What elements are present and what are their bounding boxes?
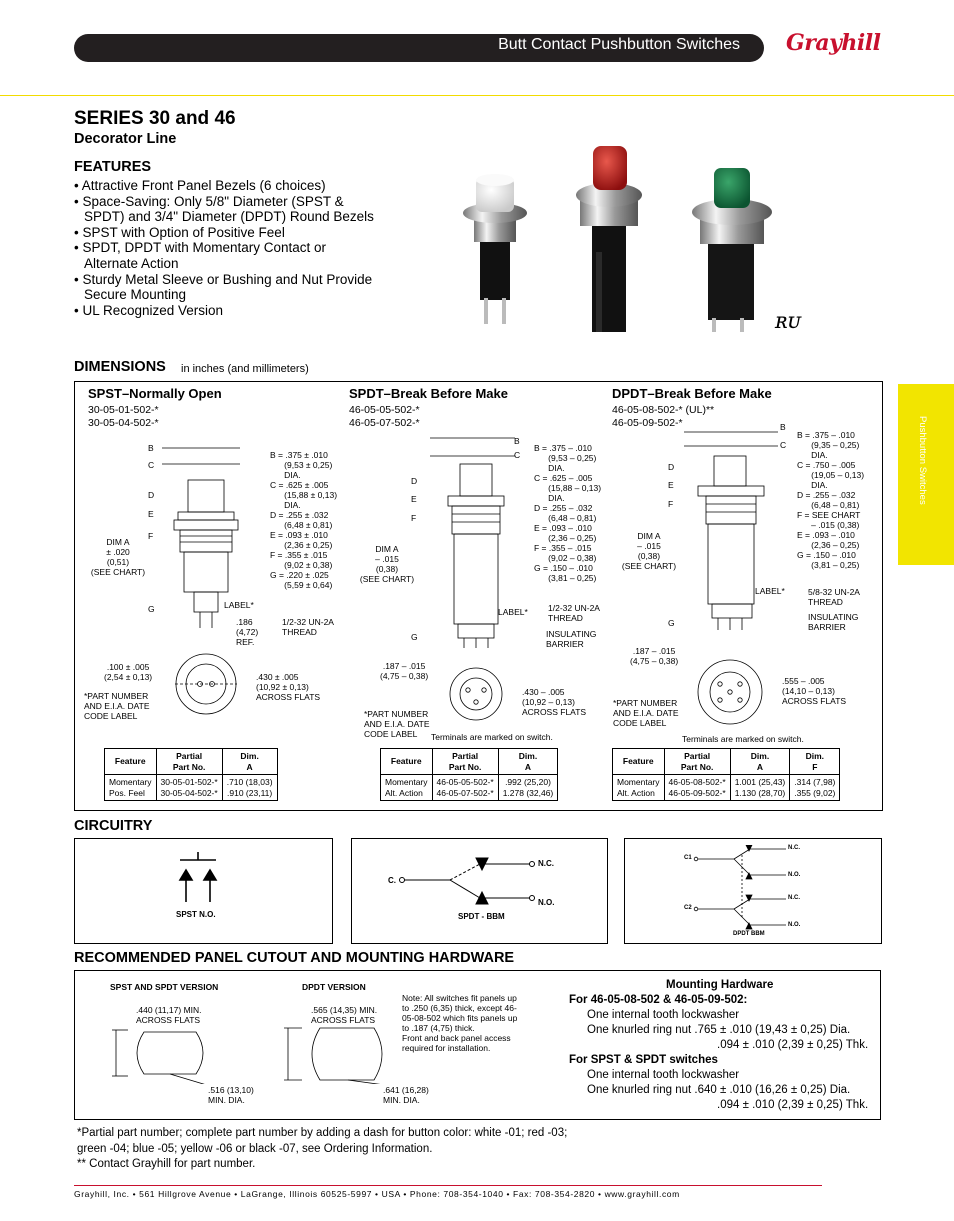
spst-letter-f: F (148, 531, 154, 541)
spst-circuit-diagram (160, 850, 240, 910)
dpdt-letter-f: F (668, 499, 674, 509)
hw-sub-2: For SPST & SPDT switches (569, 1054, 718, 1066)
spst-spacing: .100 ± .005 (2,54 ± 0,13) (104, 662, 153, 682)
dpdt-circuit-c1: C1 (684, 855, 692, 861)
dpdt-dim-a: DIM A – .015 (0,38) (SEE CHART) (621, 531, 677, 571)
spdt-feature-table (380, 748, 558, 801)
dpdt-thread: 5/8-32 UN-2A THREAD (808, 587, 860, 607)
dpdt-circuit-diagram (690, 845, 800, 935)
dpdt-code-label: *PART NUMBER AND E.I.A. DATE CODE LABEL (613, 698, 679, 728)
footnote-line: *Partial part number; complete part number by adding a dash for button color: white -01; red -03; (77, 1127, 568, 1139)
spdt-letter-g: G (411, 632, 418, 642)
table-header: Partial Part No. (432, 749, 498, 775)
dimensions-heading: DIMENSIONS (74, 359, 166, 375)
spdt-label: LABEL* (498, 607, 528, 617)
spst-feature-table (104, 748, 278, 801)
side-tab-label: Pushbutton Switches (917, 416, 928, 505)
red-switch-image (576, 146, 642, 332)
spdt-thread: 1/2-32 UN-2A THREAD (548, 603, 600, 623)
spst-dim-block: B = .375 ± .010 (9,53 ± 0,25) DIA. C = .625 ± .005 (15,88 ± 0,13) DIA. D = .255 ± .032 (6,48 ± 0,81) E = .093 ± .010 (2,36 ± 0,25) F = .355 ± .015 (9,02 ± 0,38) G = .220 ± .025 (5,59 ± 0,64) (270, 450, 338, 590)
spst-letter-e: E (148, 509, 154, 519)
footnote-line: ** Contact Grayhill for part number. (77, 1158, 256, 1171)
spst-flats: .430 ± .005 (10,92 ± 0,13) ACROSS FLATS (256, 672, 321, 702)
feature-item: • Attractive Front Panel Bezels (6 choices) (74, 178, 326, 193)
series-subtitle: Decorator Line (74, 131, 177, 147)
circuitry-heading: CIRCUITRY (74, 818, 153, 834)
series-title: SERIES 30 and 46 (74, 108, 236, 129)
cutout-spst-title: SPST AND SPDT VERSION (110, 982, 219, 992)
table-cell: Momentary Alt. Action (613, 775, 665, 801)
spdt-spacing: .187 – .015 (4,75 – 0,38) (380, 661, 429, 681)
table-header: Dim. A (498, 749, 558, 775)
hw-sub-1: For 46-05-08-502 & 46-05-09-502: (569, 994, 748, 1006)
table-cell: 46-05-08-502-* 46-05-09-502-* (664, 775, 730, 801)
feature-item: • Sturdy Metal Sleeve or Bushing and Nut Provide Secure Mounting (74, 271, 373, 303)
dpdt-part-1: 46-05-08-502-* (UL)** (612, 404, 715, 416)
spst-drawing (150, 440, 260, 720)
table-cell: .992 (25,20) 1.278 (32,46) (498, 775, 558, 801)
spst-letter-b: B (148, 443, 154, 453)
hw-item-2b: One knurled ring nut .640 ± .010 (16,26 ± 0,25) Dia. (587, 1084, 851, 1096)
spst-letter-c: C (148, 460, 155, 470)
hw-title: Mounting Hardware (666, 979, 774, 991)
spst-letter-d: D (148, 490, 155, 500)
svg-text:ʀᴜ: ʀᴜ (775, 309, 801, 334)
footnote-line: green -04; blue -05; yellow -06 or black -07, see Ordering Information. (77, 1142, 433, 1155)
hw-item-1a: One internal tooth lockwasher (587, 1009, 740, 1021)
table-cell: 30-05-01-502-* 30-05-04-502-* (156, 775, 222, 801)
footer-rule (74, 1185, 822, 1186)
dpdt-circuit-label: DPDT BBM (733, 931, 765, 937)
table-cell: Momentary Pos. Feel (105, 775, 157, 801)
spdt-circuit-nc: N.C. (538, 859, 554, 868)
dpdt-spacing: .187 – .015 (4,75 – 0,38) (630, 646, 679, 666)
spst-dim-a: DIM A ± .020 (0,51) (SEE CHART) (90, 537, 146, 577)
dpdt-letter-d: D (668, 462, 675, 472)
dpdt-cutout-shape (282, 1024, 412, 1084)
dimensions-note: in inches (and millimeters) (181, 363, 309, 375)
spdt-drawing (420, 432, 530, 732)
spst-part-2: 30-05-04-502-* (88, 417, 159, 429)
table-cell: 1.001 (25,43) 1.130 (28,70) (730, 775, 790, 801)
hw-item-2a: One internal tooth lockwasher (587, 1069, 740, 1081)
spst-cutout-shape (110, 1024, 230, 1084)
footer: Grayhill, Inc. • 561 Hillgrove Avenue • LaGrange, Illinois 60525-5997 • USA • Phone: 708-354-1040 • Fax: 708-354-2820 • www.grayhill.com (74, 1189, 680, 1199)
dpdt-barrier: INSULATING BARRIER (808, 612, 859, 632)
cutout-heading: RECOMMENDED PANEL CUTOUT AND MOUNTING HARDWARE (74, 950, 515, 966)
spdt-letter-b: B (514, 436, 520, 446)
dpdt-letter-c: C (780, 440, 787, 450)
spdt-part-1: 46-05-05-502-* (349, 404, 420, 416)
spdt-flats: .430 – .005 (10,92 – 0,13) ACROSS FLATS (522, 687, 587, 717)
feature-item: • Space-Saving: Only 5/8" Diameter (SPST & SPDT) and 3/4" Diameter (DPDT) Round Bezels (74, 193, 374, 225)
grayhill-logo: Grayhill (786, 30, 881, 56)
cutout-dpdt-title: DPDT VERSION (302, 982, 366, 992)
spdt-letter-f: F (411, 513, 417, 523)
cutout-spst-dia: .516 (13,10) MIN. DIA. (208, 1085, 254, 1105)
dpdt-feature-table (612, 748, 840, 801)
features-heading: FEATURES (74, 159, 152, 175)
hw-item-2c: .094 ± .010 (2,39 ± 0,25) Thk. (717, 1099, 869, 1111)
dpdt-circuit-no-1: N.O. (788, 872, 801, 878)
dpdt-circuit-nc-1: N.C. (788, 845, 800, 851)
table-header: Dim. F (790, 749, 840, 775)
cutout-note: Note: All switches fit panels up to .250 (6,35) thick, except 46- 05-08-502 which fits panels up to .187 (4,75) thick. Front and back panel access required for installation. (402, 993, 518, 1053)
spdt-circuit-c: C. (388, 876, 396, 885)
spdt-terminals-note: Terminals are marked on switch. (431, 732, 553, 742)
cutout-dpdt-flats: .565 (14,35) MIN. ACROSS FLATS (311, 1005, 378, 1025)
table-header: Dim. A (730, 749, 790, 775)
table-header: Feature (105, 749, 157, 775)
spdt-letter-d: D (411, 476, 418, 486)
header-rule (0, 95, 954, 96)
hw-item-1c: .094 ± .010 (2,39 ± 0,25) Thk. (717, 1039, 869, 1051)
dpdt-letter-b: B (780, 422, 786, 432)
spst-label: LABEL* (224, 600, 254, 610)
dpdt-part-2: 46-05-09-502-* (612, 417, 683, 429)
table-cell: .314 (7,98) .355 (9,02) (790, 775, 840, 801)
dpdt-drawing (680, 420, 795, 750)
features-list (74, 178, 374, 318)
spst-part-1: 30-05-01-502-* (88, 404, 159, 416)
dpdt-dim-block: B = .375 – .010 (9,35 – 0,25) DIA. C = .750 – .005 (19,05 – 0,13) DIA. D = .255 – .032 (6,48 – 0,81) F = SEE CHART – .015 (0,38) E = .093 – .010 (2,36 – 0,25) G = .150 – .010 (3,81 – 0,25) (797, 430, 865, 570)
cutout-spst-flats: .440 (11,17) MIN. ACROSS FLATS (136, 1005, 202, 1025)
dpdt-flats: .555 – .005 (14,10 – 0,13) ACROSS FLATS (782, 676, 847, 706)
spdt-barrier: INSULATING BARRIER (546, 629, 597, 649)
spdt-circuit-no: N.O. (538, 898, 555, 907)
feature-item: • SPDT, DPDT with Momentary Contact or Alternate Action (74, 240, 327, 271)
spdt-dim-block: B = .375 – .010 (9,53 – 0,25) DIA. C = .625 – .005 (15,88 – 0,13) DIA. D = .255 – .032 (6,48 – 0,81) E = .093 – .010 (2,36 – 0,25) F = .355 – .015 (9,02 – 0,38) G = .150 – .010 (3,81 – 0,25) (534, 443, 602, 583)
spdt-part-2: 46-05-07-502-* (349, 417, 420, 429)
table-header: Dim. A (222, 749, 277, 775)
spst-thread: 1/2-32 UN-2A THREAD (282, 617, 334, 637)
table-header: Feature (381, 749, 433, 775)
hw-item-1b: One knurled ring nut .765 ± .010 (19,43 ± 0,25) Dia. (587, 1024, 851, 1036)
spdt-code-label: *PART NUMBER AND E.I.A. DATE CODE LABEL (364, 709, 430, 739)
side-tab (898, 384, 954, 565)
spst-circuit-label: SPST N.O. (176, 910, 216, 919)
product-photo (440, 140, 840, 340)
table-cell: Momentary Alt. Action (381, 775, 433, 801)
spdt-title: SPDT–Break Before Make (349, 386, 508, 401)
spdt-circuit-label: SPDT - BBM (458, 912, 505, 921)
spst-ref: .186 (4,72) REF. (236, 617, 259, 647)
spst-title: SPST–Normally Open (88, 386, 222, 401)
dpdt-circuit-nc-2: N.C. (788, 895, 800, 901)
spdt-circuit-diagram (380, 850, 550, 920)
dpdt-circuit-no-2: N.O. (788, 922, 801, 928)
spdt-letter-e: E (411, 494, 417, 504)
spst-code-label: *PART NUMBER AND E.I.A. DATE CODE LABEL (84, 691, 150, 721)
table-cell: .710 (18,03) .910 (23,11) (222, 775, 277, 801)
spdt-letter-c: C (514, 450, 521, 460)
footnotes (77, 1126, 567, 1173)
table-header: Partial Part No. (664, 749, 730, 775)
feature-item: • UL Recognized Version (74, 302, 224, 318)
dpdt-circuit-c2: C2 (684, 905, 692, 911)
white-switch-image (463, 174, 527, 324)
green-switch-image (692, 168, 772, 332)
cutout-dpdt-dia: .641 (16,28) MIN. DIA. (383, 1085, 429, 1105)
header-title: Butt Contact Pushbutton Switches (498, 36, 740, 53)
spst-letter-g: G (148, 604, 155, 614)
dpdt-letter-e: E (668, 480, 674, 490)
dpdt-title: DPDT–Break Before Make (612, 386, 772, 401)
table-header: Feature (613, 749, 665, 775)
feature-item: • SPST with Option of Positive Feel (74, 224, 285, 240)
table-cell: 46-05-05-502-* 46-05-07-502-* (432, 775, 498, 801)
dpdt-terminals-note: Terminals are marked on switch. (682, 734, 804, 744)
dpdt-letter-g: G (668, 618, 675, 628)
ul-recognized-icon (774, 309, 802, 334)
spdt-dim-a: DIM A – .015 (0,38) (SEE CHART) (359, 544, 415, 584)
dpdt-label: LABEL* (755, 586, 785, 596)
table-header: Partial Part No. (156, 749, 222, 775)
